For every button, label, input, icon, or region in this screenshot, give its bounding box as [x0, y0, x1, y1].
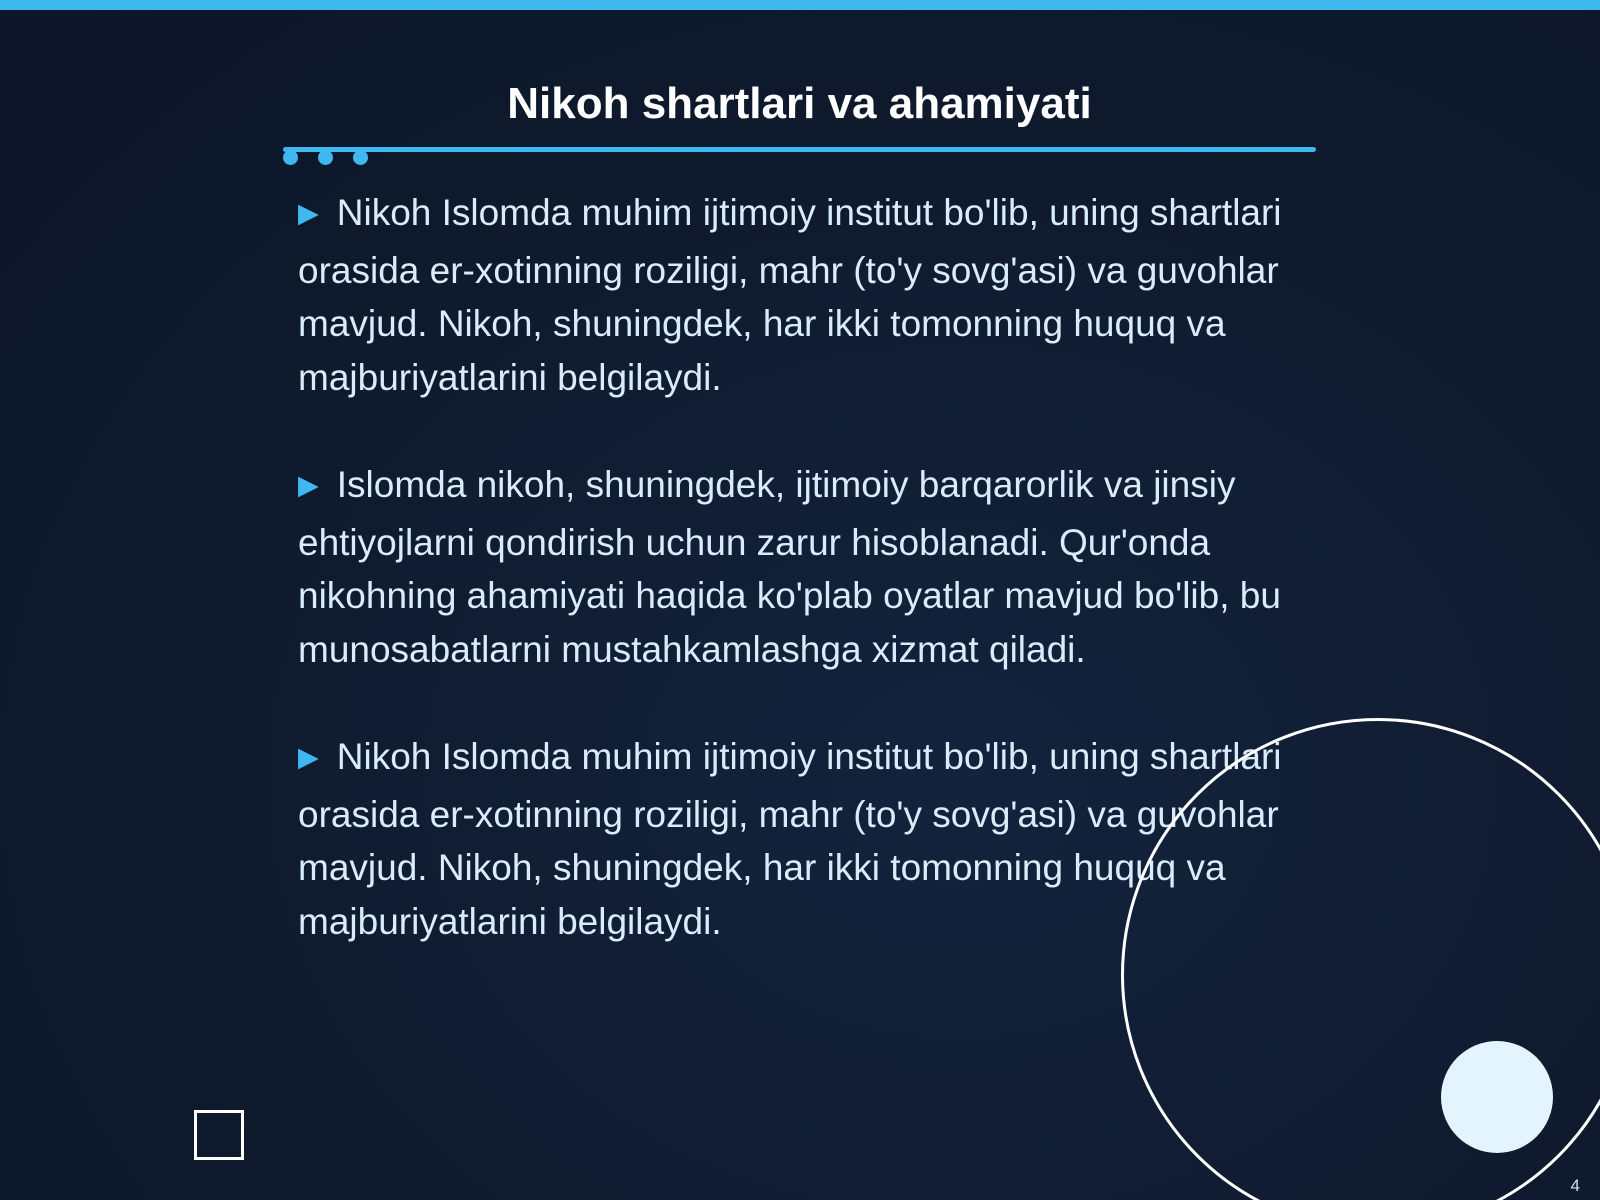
- title-underline: [283, 147, 1316, 152]
- bullet-item: [298, 186, 1288, 404]
- decorative-filled-circle: [1441, 1041, 1553, 1153]
- triangle-bullet-icon: ▶: [298, 198, 319, 228]
- triangle-bullet-icon: ▶: [298, 742, 319, 772]
- decorative-square-outline: [194, 1110, 244, 1160]
- decorative-dot: [318, 150, 333, 165]
- bullet-text: Nikoh Islomda muhim ijtimoiy institut bo'lib, uning shartlari orasida er-xotinning roziligi, mahr (to'y sovg'asi) va guvohlar mavjud. Nikoh, shuningdek, har ikki tomonning huquq va majburiyatlarini belgilaydi.: [298, 192, 1282, 398]
- decorative-dot: [353, 150, 368, 165]
- bullet-text: Islomda nikoh, shuningdek, ijtimoiy barqarorlik va jinsiy ehtiyojlarni qondirish uchun zarur hisoblanadi. Qur'onda nikohning ahamiyati haqida ko'plab oyatlar mavjud bo'lib, bu munosabatlarni mustahkamlashga xizmat qiladi.: [298, 464, 1281, 670]
- slide-title: Nikoh shartlari va ahamiyati: [507, 79, 1092, 128]
- bullet-item: [298, 458, 1288, 676]
- triangle-bullet-icon: ▶: [298, 470, 319, 500]
- decorative-dot: [283, 150, 298, 165]
- bullet-text: Nikoh Islomda muhim ijtimoiy institut bo'lib, uning shartlari orasida er-xotinning roziligi, mahr (to'y sovg'asi) va guvohlar mavjud. Nikoh, shuningdek, har ikki tomonning huquq va majburiyatlarini belgilaydi.: [298, 736, 1282, 942]
- page-number: 4: [1570, 1176, 1580, 1195]
- top-accent-bar: [0, 0, 1600, 10]
